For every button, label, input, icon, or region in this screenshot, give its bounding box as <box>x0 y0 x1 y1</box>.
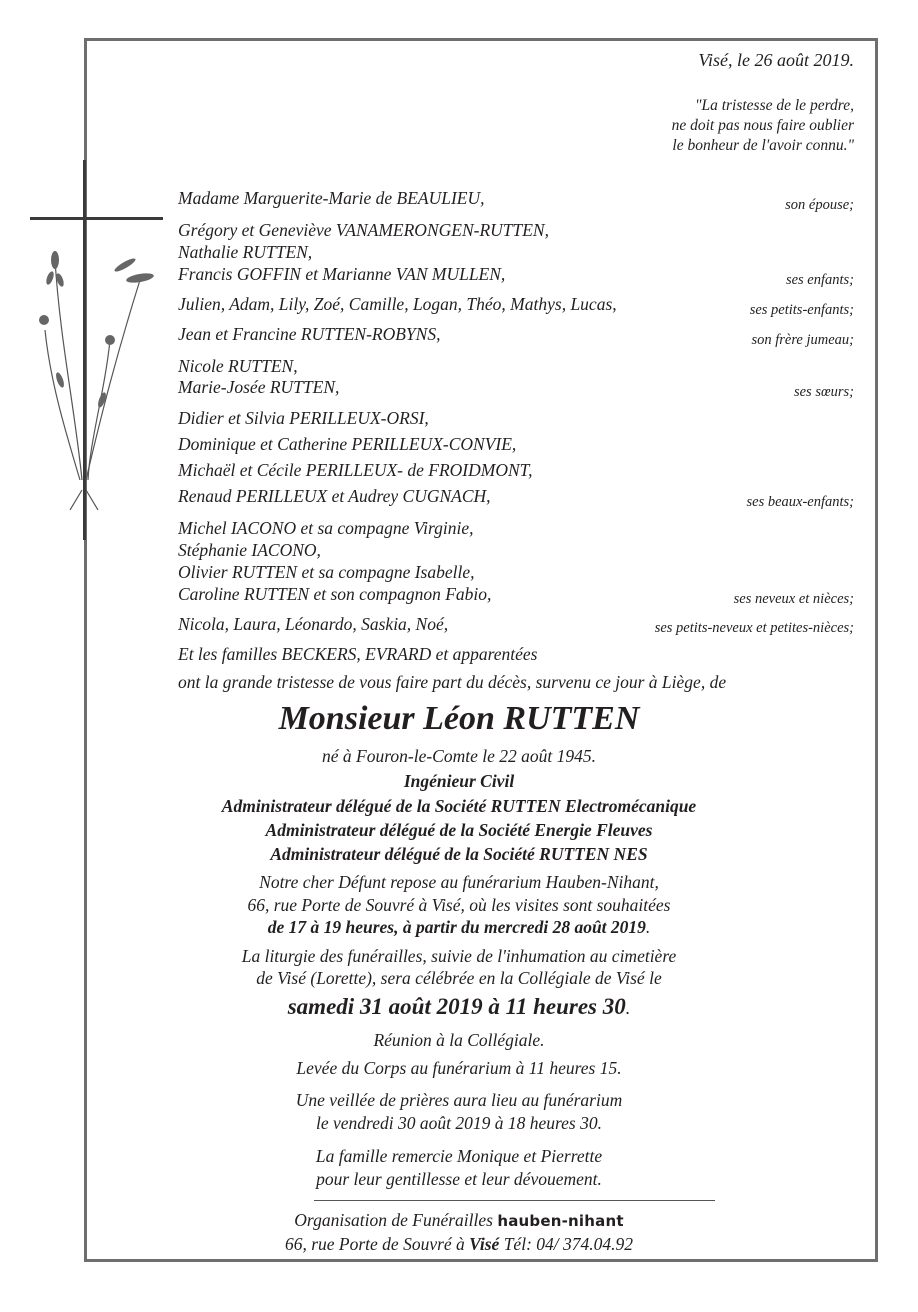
footer-phone: Tél: 04/ 374.04.92 <box>503 1234 634 1254</box>
relation-label: son épouse; <box>785 197 854 213</box>
mourner-line: Madame Marguerite-Marie de BEAULIEU, <box>178 188 485 208</box>
relation-label: ses enfants; <box>785 272 854 288</box>
funeral-line: de Visé (Lorette), sera célébrée en la Collégiale de Visé le <box>256 968 662 988</box>
quote <box>672 96 854 156</box>
mourner-line: Dominique et Catherine PERILLEUX-CONVIE, <box>178 434 517 454</box>
deceased-name: Monsieur Léon RUTTEN <box>278 700 640 737</box>
viewing-line: Notre cher Défunt repose au funérarium Hauben-Nihant, <box>259 872 659 892</box>
notice-date: Visé, le 26 août 2019. <box>698 50 854 70</box>
mourner-line: Stéphanie IACONO, <box>178 540 321 560</box>
mourner-line: Renaud PERILLEUX et Audrey CUGNACH, <box>178 486 491 506</box>
vigil-line: le vendredi 30 août 2019 à 18 heures 30. <box>316 1113 602 1133</box>
relation-label: ses beaux-enfants; <box>746 494 854 510</box>
mourner-line: Nicole RUTTEN, <box>178 356 298 376</box>
mourner-line: Francis GOFFIN et Marianne VAN MULLEN, <box>178 264 506 284</box>
viewing-hours-end: . <box>645 917 651 937</box>
cross-wheat-icon <box>20 160 170 560</box>
divider <box>314 1200 715 1201</box>
note-line: Levée du Corps au funérarium à 11 heures 15. <box>296 1058 622 1078</box>
title-line: Administrateur délégué de la Société RUTTEN Electromécanique <box>221 796 697 816</box>
relation-label: ses neveux et nièces; <box>733 591 854 607</box>
title-line: Administrateur délégué de la Société Energie Fleuves <box>265 820 653 840</box>
footer-org-prefix: Organisation de Funérailles <box>294 1210 493 1230</box>
relation-label: son frère jumeau; <box>751 332 854 348</box>
viewing-hours <box>0 917 918 937</box>
mourner-line: Marie-Josée RUTTEN, <box>178 377 340 397</box>
thanks-line: La famille remercie Monique et Pierrette <box>315 1146 603 1166</box>
funeral-line: La liturgie des funérailles, suivie de l'inhumation au cimetière <box>241 946 677 966</box>
mourner-line: Et les familles BECKERS, EVRARD et apparentées <box>178 644 538 664</box>
relation-label: ses petits-neveux et petites-nièces; <box>654 620 854 636</box>
funeral-date-end: . <box>625 998 631 1018</box>
relation-label: ses sœurs; <box>793 384 854 400</box>
footer-org <box>0 1210 918 1231</box>
funeral-date <box>0 994 918 1020</box>
note-line: Réunion à la Collégiale. <box>373 1030 545 1050</box>
footer-address-prefix: 66, rue Porte de Souvré à <box>284 1234 465 1254</box>
viewing-line: 66, rue Porte de Souvré à Visé, où les visites sont souhaitées <box>247 895 671 915</box>
footer-address <box>0 1234 918 1254</box>
brand-logo: hauben-nihant <box>497 1212 624 1230</box>
mourner-line: Michel IACONO et sa compagne Virginie, <box>178 518 474 538</box>
mourner-line: Jean et Francine RUTTEN-ROBYNS, <box>178 324 441 344</box>
mourner-line: Olivier RUTTEN et sa compagne Isabelle, <box>178 562 475 582</box>
mourner-line: Caroline RUTTEN et son compagnon Fabio, <box>178 584 492 604</box>
mourner-line: Michaël et Cécile PERILLEUX- de FROIDMONT, <box>178 460 533 480</box>
quote-line: le bonheur de l'avoir connu." <box>672 137 854 154</box>
footer-address-city: Visé <box>469 1234 500 1254</box>
announcement: ont la grande tristesse de vous faire part du décès, survenu ce jour à Liège, de <box>178 672 727 692</box>
mourner-line: Grégory et Geneviève VANAMERONGEN-RUTTEN, <box>178 220 549 240</box>
quote-line: ne doit pas nous faire oublier <box>671 117 854 134</box>
mourner-line: Nicola, Laura, Léonardo, Saskia, Noé, <box>178 614 449 634</box>
relation-label: ses petits-enfants; <box>749 302 854 318</box>
thanks-line: pour leur gentillesse et leur dévouement. <box>316 1169 602 1189</box>
title-line: Administrateur délégué de la Société RUTTEN NES <box>270 844 648 864</box>
viewing-hours-bold: de 17 à 19 heures, à partir du mercredi 28 août 2019 <box>267 917 646 937</box>
mourner-line: Nathalie RUTTEN, <box>178 242 313 262</box>
title-line: Ingénieur Civil <box>403 771 515 791</box>
mourner-line: Didier et Silvia PERILLEUX-ORSI, <box>178 408 429 428</box>
mourner-line: Julien, Adam, Lily, Zoé, Camille, Logan, Théo, Mathys, Lucas, <box>178 294 617 314</box>
birth-line: né à Fouron-le-Comte le 22 août 1945. <box>322 746 596 766</box>
vigil-line: Une veillée de prières aura lieu au funérarium <box>295 1090 623 1110</box>
funeral-date-bold: samedi 31 août 2019 à 11 heures 30 <box>287 994 626 1019</box>
quote-line: "La tristesse de le perdre, <box>694 97 854 114</box>
